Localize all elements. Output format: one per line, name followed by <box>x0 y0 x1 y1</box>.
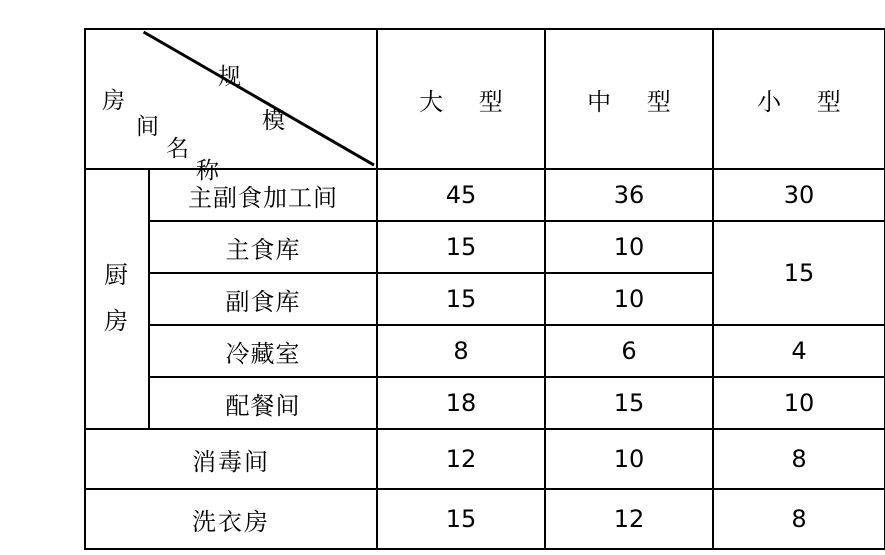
category-kitchen <box>85 169 149 429</box>
area-medium: 12 <box>545 489 713 549</box>
area-small: 4 <box>713 325 885 377</box>
room-name: 消毒间 <box>85 429 377 489</box>
area-large: 12 <box>377 429 545 489</box>
header-room-char-2: 间 <box>136 114 160 140</box>
header-size-medium: 中 型 <box>545 29 713 169</box>
room-name: 配餐间 <box>149 377 377 429</box>
table-row <box>85 325 885 377</box>
area-small-merged: 15 <box>713 221 885 325</box>
area-medium: 36 <box>545 169 713 221</box>
room-name: 洗衣房 <box>85 489 377 549</box>
area-small: 10 <box>713 377 885 429</box>
room-name: 副食库 <box>149 273 377 325</box>
area-small: 8 <box>713 489 885 549</box>
area-large: 15 <box>377 489 545 549</box>
room-name: 主副食加工间 <box>149 169 377 221</box>
area-small: 30 <box>713 169 885 221</box>
area-large: 15 <box>377 221 545 273</box>
area-large: 18 <box>377 377 545 429</box>
table-row <box>85 377 885 429</box>
area-large: 8 <box>377 325 545 377</box>
category-char-1: 厨 <box>104 261 130 290</box>
area-medium: 10 <box>545 221 713 273</box>
area-medium: 10 <box>545 429 713 489</box>
room-area-table <box>84 28 885 550</box>
diagonal-divider-icon <box>86 30 376 167</box>
header-size-large: 大 型 <box>377 29 545 169</box>
header-room-char-4: 称 <box>196 158 220 184</box>
room-name: 冷藏室 <box>149 325 377 377</box>
header-size-small: 小 型 <box>713 29 885 169</box>
header-scale-char-2: 模 <box>262 108 286 134</box>
category-char-2: 房 <box>104 307 130 335</box>
table-header-row <box>85 29 885 169</box>
area-medium: 6 <box>545 325 713 377</box>
area-medium: 10 <box>545 273 713 325</box>
table-row <box>85 489 885 549</box>
area-large: 15 <box>377 273 545 325</box>
header-room-char-3: 名 <box>166 136 190 162</box>
room-name: 主食库 <box>149 221 377 273</box>
table-row <box>85 221 885 273</box>
area-small: 8 <box>713 429 885 489</box>
header-scale-char-1: 规 <box>218 64 242 90</box>
header-room-char-1: 房 <box>102 88 126 114</box>
area-large: 45 <box>377 169 545 221</box>
table-row <box>85 429 885 489</box>
area-medium: 15 <box>545 377 713 429</box>
header-corner-cell <box>85 29 377 184</box>
